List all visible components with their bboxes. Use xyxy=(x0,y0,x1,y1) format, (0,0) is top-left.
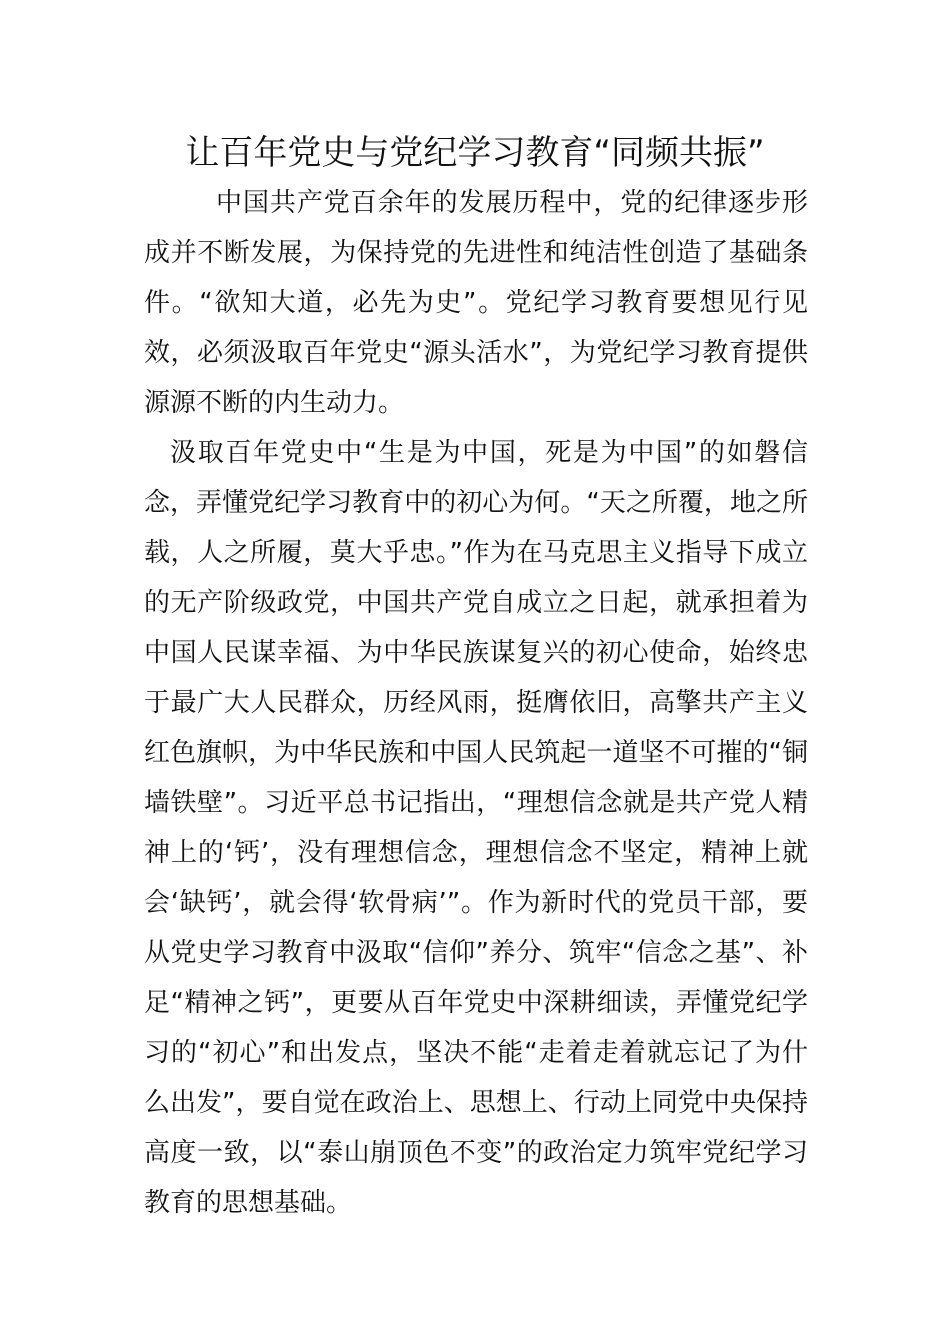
paragraph-2: 汲取百年党史中“生是为中国，死是为中国”的如磐信念，弄懂党纪学习教育中的初心为何。“天之所覆，地之所载，人之所履，莫大乎忠。”作为在马克思主义指导下成立的无产阶级政党，中国共产党自成立之日起，就承担着为中国人民谋幸福、为中华民族谋复兴的初心使命，始终忠于最广大人民群众，历经风雨，挺膺依旧，高擎共产主义红色旗帜，为中华民族和中国人民筑起一道坚不可摧的“铜墙铁壁”。习近平总书记指出，“理想信念就是共产党人精神上的‘钙’，没有理想信念，理想信念不坚定，精神上就会‘缺钙’，就会得‘软骨病’”。作为新时代的党员干部，要从党史学习教育中汲取“信仰”养分、筑牢“信念之基”、补足“精神之钙”，更要从百年党史中深耕细读，弄懂党纪学习的“初心”和出发点，坚决不能“走着走着就忘记了为什么出发”，要自觉在政治上、思想上、行动上同党中央保持高度一致，以“泰山崩顶色不变”的政治定力筑牢党纪学习教育的思想基础。 xyxy=(144,438,808,1218)
document-title: 让百年党史与党纪学习教育“同频共振” xyxy=(185,133,765,173)
paragraph-1: 中国共产党百余年的发展历程中，党的纪律逐步形成并不断发展，为保持党的先进性和纯洁性创造了基础条件。“欲知大道，必先为史”。党纪学习教育要想见行见效，必须汲取百年党史“源头活水”，为党纪学习教育提供源源不断的内生动力。 xyxy=(144,188,808,418)
document-body xyxy=(144,178,808,1228)
